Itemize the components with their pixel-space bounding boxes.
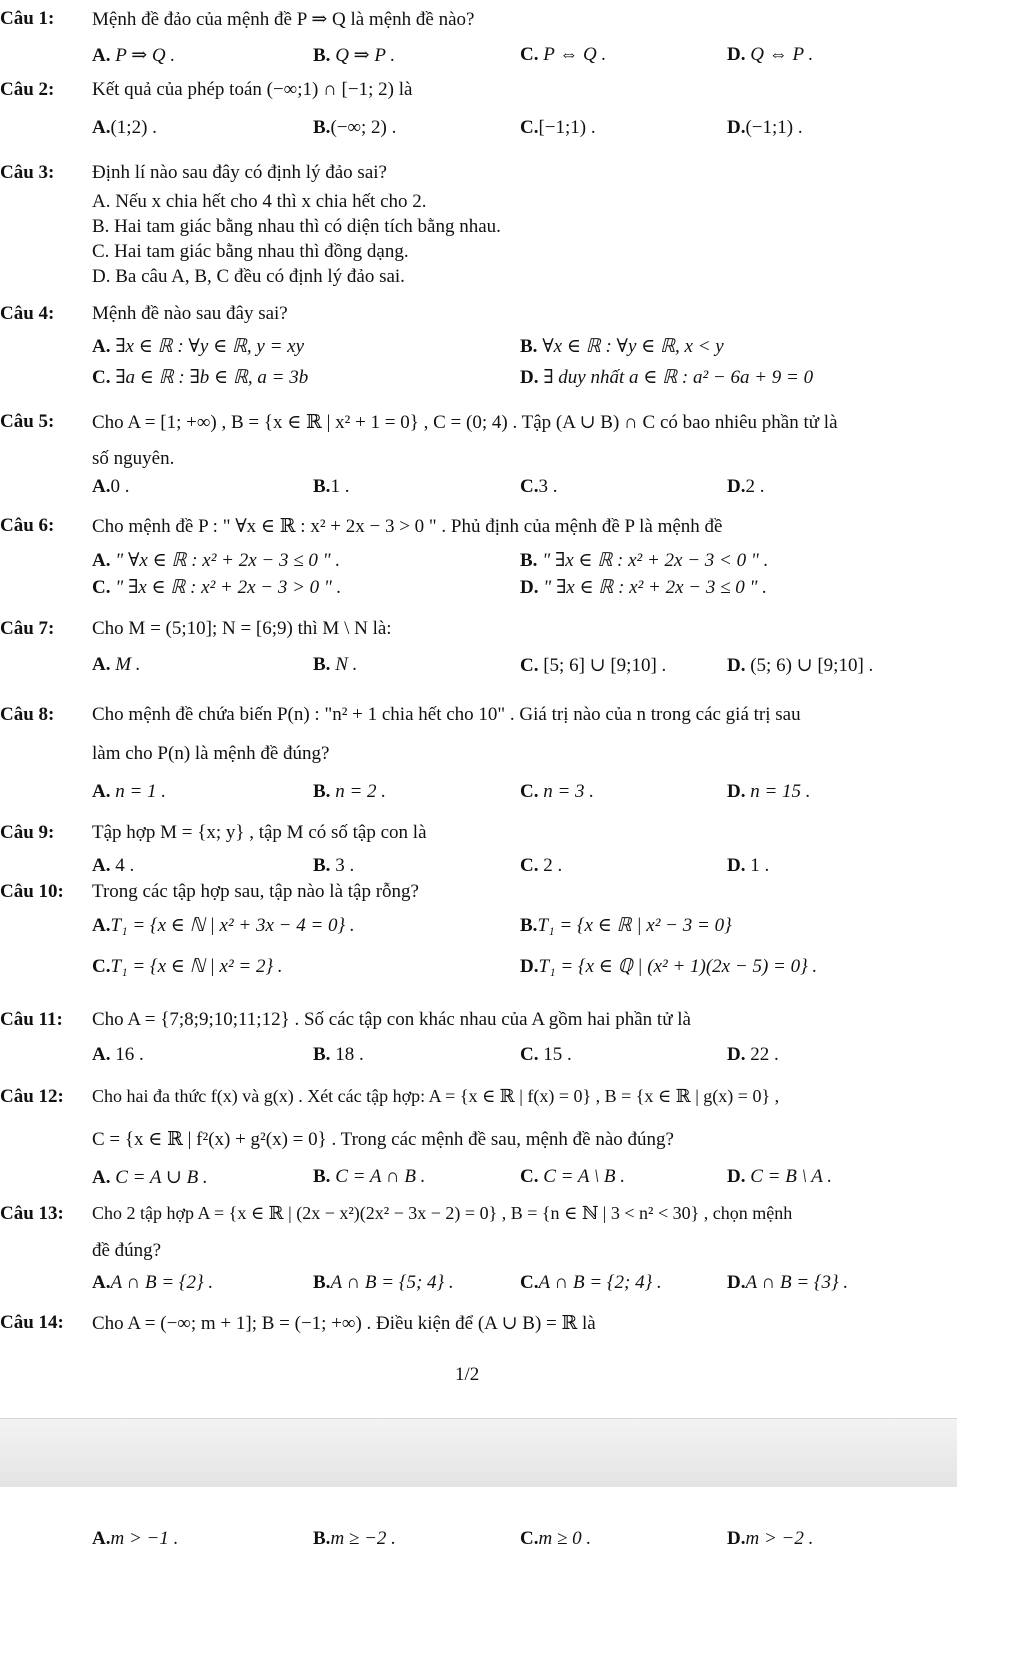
q8-option-d: D. n = 15 . bbox=[727, 781, 811, 802]
q9-label: Câu 9: bbox=[0, 822, 55, 843]
q10-option-b: B.T₁ = {x ∈ ℝ | x² − 3 = 0} bbox=[520, 915, 732, 936]
q12-option-a: A. C = A ∪ B . bbox=[92, 1167, 208, 1188]
q6-label: Câu 6: bbox=[0, 515, 55, 536]
q9-option-c: C. 2 . bbox=[520, 855, 563, 876]
q8-text: Cho mệnh đề chứa biến P(n) : "n² + 1 chia hết cho 10" . Giá trị nào của n trong các giá trị sau bbox=[92, 704, 801, 725]
q1-option-d: D. Q ⇔ P . bbox=[727, 44, 814, 65]
q2-option-b: B.(−∞; 2) . bbox=[313, 117, 397, 138]
q2-label: Câu 2: bbox=[0, 79, 55, 100]
q1-option-b: B. Q ⇒ P . bbox=[313, 45, 396, 66]
q7-text: Cho M = (5;10]; N = [6;9) thì M \ N là: bbox=[92, 618, 392, 639]
q6-option-c: C. " ∃x ∈ ℝ : x² + 2x − 3 > 0 " . bbox=[92, 577, 342, 598]
q4-option-b: B. ∀x ∈ ℝ : ∀y ∈ ℝ, x < y bbox=[520, 336, 724, 357]
q9-text: Tập hợp M = {x; y} , tập M có số tập con là bbox=[92, 822, 427, 843]
q4-option-c: C. ∃a ∈ ℝ : ∃b ∈ ℝ, a = 3b bbox=[92, 367, 309, 388]
q2-option-c: C.[−1;1) . bbox=[520, 117, 596, 138]
q11-option-a: A. 16 . bbox=[92, 1044, 144, 1065]
q13-option-c: C.A ∩ B = {2; 4} . bbox=[520, 1272, 662, 1293]
q8-option-b: B. n = 2 . bbox=[313, 781, 387, 802]
q5-label: Câu 5: bbox=[0, 411, 55, 432]
q4-label: Câu 4: bbox=[0, 303, 55, 324]
q14-option-a: A.m > −1 . bbox=[92, 1528, 179, 1549]
q7-option-b: B. N . bbox=[313, 654, 358, 675]
q10-label: Câu 10: bbox=[0, 881, 64, 902]
q5-option-b: B.1 . bbox=[313, 476, 350, 497]
q1-text: Mệnh đề đảo của mệnh đề P ⇒ Q là mệnh đề nào? bbox=[92, 9, 475, 30]
q8-option-c: C. n = 3 . bbox=[520, 781, 595, 802]
page-number: 1/2 bbox=[455, 1364, 480, 1385]
q5-option-d: D.2 . bbox=[727, 476, 765, 497]
q14-label: Câu 14: bbox=[0, 1312, 64, 1333]
q10-option-d: D.T₁ = {x ∈ ℚ | (x² + 1)(2x − 5) = 0} . bbox=[520, 956, 818, 977]
q4-option-d: D. ∃ duy nhất a ∈ ℝ : a² − 6a + 9 = 0 bbox=[520, 367, 814, 388]
q6-option-d: D. " ∃x ∈ ℝ : x² + 2x − 3 ≤ 0 " . bbox=[520, 577, 768, 598]
q7-option-d: D. (5; 6) ∪ [9;10] . bbox=[727, 655, 874, 676]
q9-option-a: A. 4 . bbox=[92, 855, 135, 876]
q13-label: Câu 13: bbox=[0, 1203, 64, 1224]
q13-text: Cho 2 tập hợp A = {x ∈ ℝ | (2x − x²)(2x² − 3x − 2) = 0} , B = {n ∈ ℕ | 3 < n² < 30} , chọn mệnh bbox=[92, 1203, 793, 1223]
q2-option-d: D.(−1;1) . bbox=[727, 117, 803, 138]
q11-option-b: B. 18 . bbox=[313, 1044, 364, 1065]
q11-option-d: D. 22 . bbox=[727, 1044, 779, 1065]
q5-text-cont: số nguyên. bbox=[92, 448, 175, 469]
q12-text: Cho hai đa thức f(x) và g(x) . Xét các tập hợp: A = {x ∈ ℝ | f(x) = 0} , B = {x ∈ ℝ | g(x) = 0} , bbox=[92, 1086, 780, 1106]
page-break-band bbox=[0, 1418, 957, 1487]
q10-text: Trong các tập hợp sau, tập nào là tập rỗng? bbox=[92, 881, 419, 902]
q5-option-a: A.0 . bbox=[92, 476, 130, 497]
q7-option-a: A. M . bbox=[92, 654, 141, 675]
q1-label: Câu 1: bbox=[0, 8, 55, 29]
q3-line-b: B. Hai tam giác bằng nhau thì có diện tích bằng nhau. bbox=[92, 216, 501, 237]
q5-option-c: C.3 . bbox=[520, 476, 558, 497]
q1-option-c: C. P ⇔ Q . bbox=[520, 44, 607, 65]
q9-option-b: B. 3 . bbox=[313, 855, 355, 876]
q8-option-a: A. n = 1 . bbox=[92, 781, 167, 802]
q7-option-c: C. [5; 6] ∪ [9;10] . bbox=[520, 655, 667, 676]
q12-option-d: D. C = B \ A . bbox=[727, 1166, 833, 1187]
q8-label: Câu 8: bbox=[0, 704, 55, 725]
q3-line-a: A. Nếu x chia hết cho 4 thì x chia hết cho 2. bbox=[92, 191, 427, 212]
q3-line-d: D. Ba câu A, B, C đều có định lý đảo sai. bbox=[92, 266, 405, 287]
q5-text: Cho A = [1; +∞) , B = {x ∈ ℝ | x² + 1 = 0} , C = (0; 4) . Tập (A ∪ B) ∩ C có bao nhiêu phần tử là bbox=[92, 412, 838, 433]
q14-option-b: B.m ≥ −2 . bbox=[313, 1528, 396, 1549]
q2-option-a: A.(1;2) . bbox=[92, 117, 157, 138]
q13-option-d: D.A ∩ B = {3} . bbox=[727, 1272, 849, 1293]
q13-option-a: A.A ∩ B = {2} . bbox=[92, 1272, 214, 1293]
q13-option-b: B.A ∩ B = {5; 4} . bbox=[313, 1272, 454, 1293]
q7-label: Câu 7: bbox=[0, 618, 55, 639]
q1-option-a: A. P ⇒ Q . bbox=[92, 45, 176, 66]
q6-text: Cho mệnh đề P : " ∀x ∈ ℝ : x² + 2x − 3 > 0 " . Phủ định của mệnh đề P là mệnh đề bbox=[92, 516, 723, 537]
q4-option-a: A. ∃x ∈ ℝ : ∀y ∈ ℝ, y = xy bbox=[92, 336, 305, 357]
q14-option-c: C.m ≥ 0 . bbox=[520, 1528, 592, 1549]
q11-label: Câu 11: bbox=[0, 1009, 63, 1030]
q3-text: Định lí nào sau đây có định lý đảo sai? bbox=[92, 162, 387, 183]
q13-text-cont: đề đúng? bbox=[92, 1240, 162, 1261]
q10-option-c: C.T₁ = {x ∈ ℕ | x² = 2} . bbox=[92, 956, 283, 977]
q6-option-a: A. " ∀x ∈ ℝ : x² + 2x − 3 ≤ 0 " . bbox=[92, 550, 341, 571]
q6-option-b: B. " ∃x ∈ ℝ : x² + 2x − 3 < 0 " . bbox=[520, 550, 769, 571]
q10-option-a: A.T₁ = {x ∈ ℕ | x² + 3x − 4 = 0} . bbox=[92, 915, 355, 936]
q2-text: Kết quả của phép toán (−∞;1) ∩ [−1; 2) là bbox=[92, 79, 413, 100]
q3-label: Câu 3: bbox=[0, 162, 55, 183]
q14-text: Cho A = (−∞; m + 1]; B = (−1; +∞) . Điều kiện để (A ∪ B) = ℝ là bbox=[92, 1313, 596, 1334]
q11-text: Cho A = {7;8;9;10;11;12} . Số các tập con khác nhau của A gồm hai phần tử là bbox=[92, 1009, 691, 1030]
q11-option-c: C. 15 . bbox=[520, 1044, 572, 1065]
q12-label: Câu 12: bbox=[0, 1086, 64, 1107]
q9-option-d: D. 1 . bbox=[727, 855, 770, 876]
q4-text: Mệnh đề nào sau đây sai? bbox=[92, 303, 288, 324]
q3-line-c: C. Hai tam giác bằng nhau thì đồng dạng. bbox=[92, 241, 409, 262]
q12-option-b: B. C = A ∩ B . bbox=[313, 1166, 426, 1187]
q12-text-cont: C = {x ∈ ℝ | f²(x) + g²(x) = 0} . Trong các mệnh đề sau, mệnh đề nào đúng? bbox=[92, 1129, 674, 1150]
q14-option-d: D.m > −2 . bbox=[727, 1528, 814, 1549]
q8-text-cont: làm cho P(n) là mệnh đề đúng? bbox=[92, 743, 330, 764]
q12-option-c: C. C = A \ B . bbox=[520, 1166, 626, 1187]
